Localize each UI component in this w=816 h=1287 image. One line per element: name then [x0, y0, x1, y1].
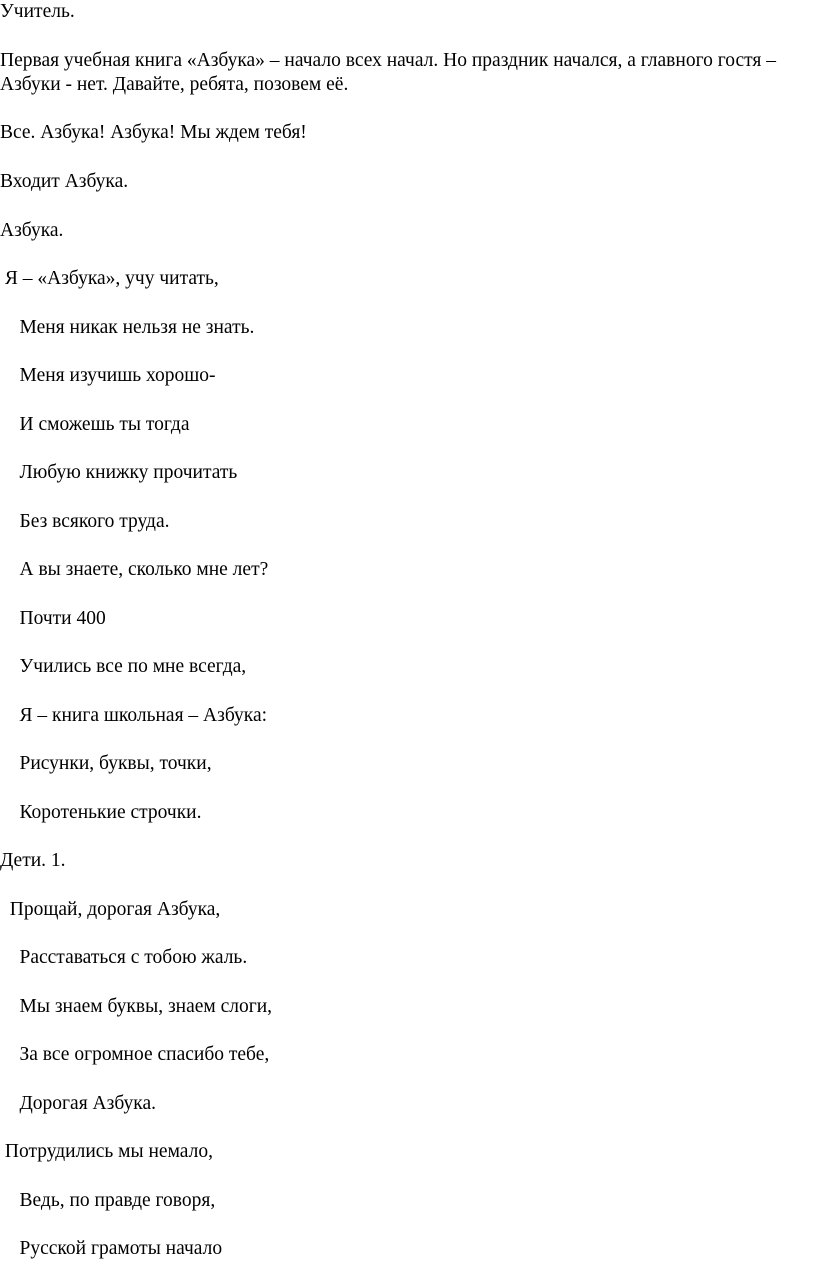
poem-line: Я – «Азбука», учу читать,	[0, 268, 219, 289]
poem-line: Я – книга школьная – Азбука:	[0, 705, 268, 726]
speaker-azbuka: Азбука.	[0, 220, 64, 241]
poem-line: Меня изучишь хорошо-	[0, 365, 216, 386]
text-line: Все. Азбука! Азбука! Мы ждем тебя!	[0, 122, 307, 143]
speaker-teacher: Учитель.	[0, 1, 75, 22]
poem-line: Мы знаем буквы, знаем слоги,	[0, 996, 273, 1017]
poem-line: Прощай, дорогая Азбука,	[0, 899, 221, 920]
stage-direction: Входит Азбука.	[0, 171, 129, 192]
poem-line: Меня никак нельзя не знать.	[0, 317, 255, 338]
teacher-paragraph: Первая учебная книга «Азбука» – начало всех начал. Но праздник начался, а главного гостя – Азбуки - нет. Давайте, ребята, позовем её.	[0, 50, 776, 95]
poem-line: Почти 400	[0, 608, 106, 629]
poem-line: Потрудились мы немало,	[0, 1141, 213, 1162]
poem-line: Русской грамоты начало	[0, 1238, 223, 1259]
poem-line: Рисунки, буквы, точки,	[0, 753, 212, 774]
poem-line: Дорогая Азбука.	[0, 1093, 156, 1114]
poem-line: А вы знаете, сколько мне лет?	[0, 559, 269, 580]
poem-line: За все огромное спасибо тебе,	[0, 1044, 270, 1065]
poem-line: Коротенькие строчки.	[0, 802, 202, 823]
poem-line: Учились все по мне всегда,	[0, 656, 247, 677]
poem-line: Любую книжку прочитать	[0, 462, 238, 483]
speaker-children: Дети. 1.	[0, 850, 66, 871]
poem-line: Расставаться с тобою жаль.	[0, 947, 248, 968]
poem-line: И сможешь ты тогда	[0, 414, 190, 435]
poem-line: Ведь, по правде говоря,	[0, 1190, 216, 1211]
poem-line: Без всякого труда.	[0, 511, 170, 532]
